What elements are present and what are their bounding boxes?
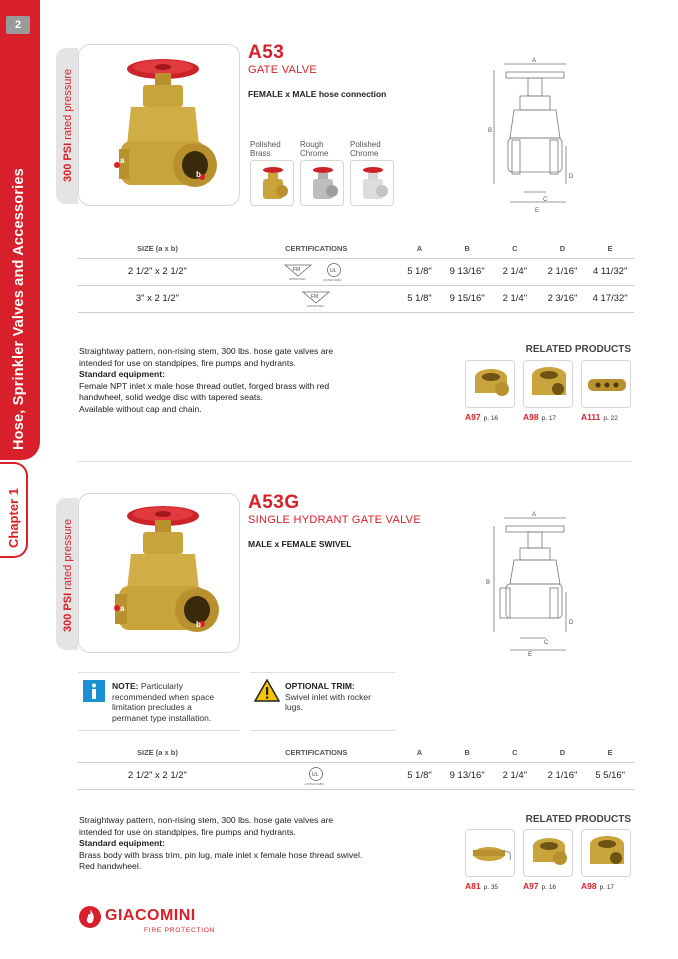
description-a53g: Straightway pattern, non-rising stem, 300 lbs. hose gate valves are intended for use on standpipes, fire pumps and hydrants. Standard equipment: Brass body with brass trim, pin lug, male inlet x female hose thread swivel. Red handwheel. bbox=[79, 815, 363, 871]
svg-text:LISTED 618R: LISTED 618R bbox=[305, 781, 324, 786]
psi-label: 300 PSI rated pressure bbox=[62, 518, 74, 632]
related-item[interactable]: A81 p. 35 bbox=[465, 829, 515, 891]
related-title: RELATED PRODUCTS bbox=[525, 344, 631, 355]
product-code: A53G bbox=[248, 492, 300, 513]
technical-drawing-a53g bbox=[480, 508, 590, 658]
flame-icon bbox=[78, 905, 102, 929]
brand-sub: FIRE PROTECTION bbox=[144, 927, 216, 934]
dim-c: C bbox=[543, 197, 548, 203]
chapter-label: Chapter 1 bbox=[6, 488, 21, 548]
svg-text:LISTED 618R: LISTED 618R bbox=[323, 277, 342, 282]
related-title: RELATED PRODUCTS bbox=[525, 814, 631, 825]
svg-text:A: A bbox=[532, 512, 537, 518]
related-item[interactable]: A98 p. 17 bbox=[581, 829, 631, 891]
svg-text:FM: FM bbox=[293, 266, 301, 273]
finish-polished-chrome: Polished Chrome bbox=[350, 140, 394, 206]
header-d: D bbox=[539, 240, 587, 258]
note-rule bbox=[78, 672, 240, 673]
giacomini-logo bbox=[78, 905, 216, 934]
fm-logo bbox=[301, 290, 331, 308]
related-item[interactable]: A97 p. 16 bbox=[523, 829, 573, 891]
product-photo-a53g bbox=[78, 493, 240, 653]
warning-icon bbox=[254, 679, 280, 702]
optional-trim-text: OPTIONAL TRIM: Swivel inlet with rocker lugs. bbox=[285, 681, 371, 712]
label-b: b bbox=[196, 620, 201, 629]
note-text: NOTE: Particularly recommended when space limitation precludes a permanet type installation. bbox=[112, 681, 215, 723]
header-size: SIZE (a x b) bbox=[78, 240, 237, 258]
side-title: Hose, Sprinkler Valves and Accessories bbox=[11, 168, 27, 450]
description-a53: Straightway pattern, non-rising stem, 300 lbs. hose gate valves are intended for use on standpipes, fire pumps and hydrants. Standard equipment: Female NPT inlet x male hose thread outlet, forged brass with red handwheel, solid wedge disc with tapered seats. Available without cap and chain. bbox=[79, 346, 334, 414]
table-row: 2 1/2" x 2 1/2" FM APPROVED UL LISTED 618R 5 1/8" 9 13/16" 2 1/4" 2 1/16" 4 11/32" bbox=[78, 258, 634, 285]
product-subtitle: GATE VALVE bbox=[248, 64, 318, 76]
header-cert: CERTIFICATIONS bbox=[237, 240, 396, 258]
related-item[interactable]: A97 p. 16 bbox=[465, 360, 515, 422]
related-item[interactable]: A98 p. 17 bbox=[523, 360, 573, 422]
svg-text:C: C bbox=[544, 640, 549, 646]
psi-label: 300 PSI rated pressure bbox=[62, 68, 74, 182]
connection-type: MALE x FEMALE SWIVEL bbox=[248, 539, 352, 549]
info-icon bbox=[83, 680, 105, 702]
header-e: E bbox=[586, 240, 634, 258]
table-row: 3" x 2 1/2" FM APPROVED 5 1/8" 9 15/16" 2 1/4" 2 3/16" 4 17/32" bbox=[78, 285, 634, 312]
label-a: a bbox=[120, 604, 125, 613]
technical-drawing-a53 bbox=[480, 56, 590, 220]
label-b: b bbox=[196, 170, 201, 179]
section-divider bbox=[78, 461, 632, 462]
header-c: C bbox=[491, 240, 539, 258]
svg-text:UL: UL bbox=[312, 771, 319, 778]
svg-text:APPROVED: APPROVED bbox=[289, 276, 306, 281]
page-number: 2 bbox=[6, 16, 30, 34]
svg-text:E: E bbox=[528, 652, 533, 658]
table-row: 2 1/2" x 2 1/2" UL LISTED 618R 5 1/8" 9 13/16" 2 1/4" 2 1/16" 5 5/16" bbox=[78, 762, 634, 789]
related-item[interactable]: A111 p. 22 bbox=[581, 360, 631, 422]
svg-text:B: B bbox=[486, 580, 491, 586]
svg-text:UL: UL bbox=[330, 267, 337, 274]
hydrant-valve-image bbox=[79, 494, 240, 653]
dim-b: B bbox=[488, 128, 493, 134]
brand-name: GIACOMINI bbox=[105, 907, 196, 924]
ul-logo bbox=[319, 262, 349, 282]
header-a: A bbox=[396, 240, 444, 258]
dim-e: E bbox=[535, 208, 540, 214]
spec-table-a53g: SIZE (a x b) CERTIFICATIONS A B C D E 2 1/2" x 2 1/2" UL LISTED 618R 5 1/8" 9 13/16" 2 1/4" 2 1/16" 5 5/16" bbox=[78, 744, 634, 790]
ul-logo bbox=[301, 766, 331, 786]
svg-text:D: D bbox=[569, 620, 574, 626]
product-subtitle: SINGLE HYDRANT GATE VALVE bbox=[248, 514, 421, 526]
gate-valve-image bbox=[79, 45, 240, 206]
finish-polished-brass: Polished Brass bbox=[250, 140, 294, 206]
label-a: a bbox=[120, 156, 125, 165]
dim-d: D bbox=[569, 174, 574, 180]
product-code: A53 bbox=[248, 42, 285, 63]
spec-table-a53 bbox=[78, 240, 634, 313]
finish-rough-chrome: Rough Chrome bbox=[300, 140, 344, 206]
fm-logo bbox=[283, 263, 313, 281]
header-b: B bbox=[443, 240, 491, 258]
dim-a: A bbox=[532, 58, 537, 64]
note-rule bbox=[250, 730, 395, 731]
svg-text:FM: FM bbox=[311, 293, 319, 300]
svg-text:APPROVED: APPROVED bbox=[307, 303, 324, 308]
note-rule bbox=[250, 672, 395, 673]
connection-type: FEMALE x MALE hose connection bbox=[248, 89, 387, 99]
product-photo-a53 bbox=[78, 44, 240, 206]
note-rule bbox=[78, 730, 240, 731]
